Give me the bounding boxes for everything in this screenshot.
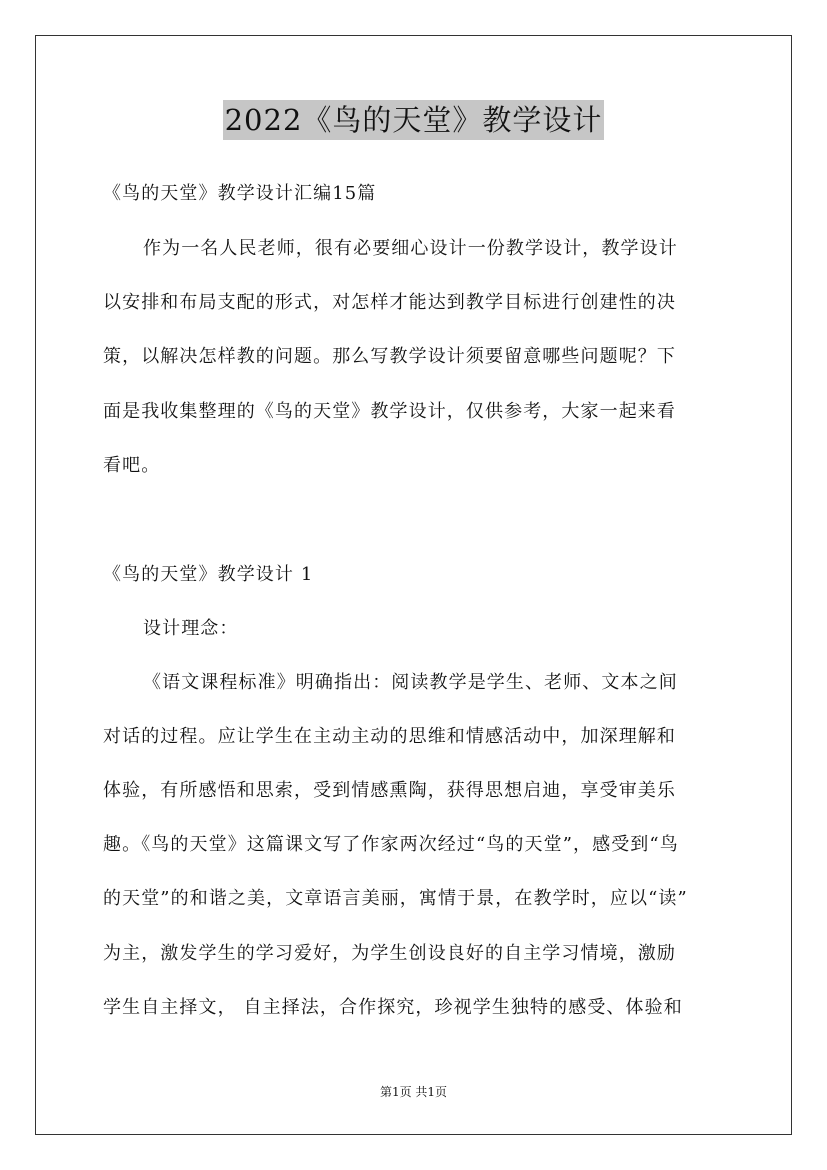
body-line: 趣。《鸟的天堂》这篇课文写了作家两次经过“鸟的天堂”，感受到“鸟 bbox=[103, 834, 679, 855]
body-line: 学生自主择文， 自主择法，合作探究，珍视学生独特的感受、体验和 bbox=[103, 997, 683, 1018]
body-line: 体验，有所感悟和思索，受到情感熏陶，获得思想启迪，享受审美乐 bbox=[103, 780, 676, 801]
document-title: 2022《鸟的天堂》教学设计 bbox=[223, 100, 605, 140]
body-line: 面是我收集整理的《鸟的天堂》教学设计，仅供参考，大家一起来看 bbox=[103, 401, 676, 422]
document-title-block bbox=[0, 100, 827, 140]
section-heading: 《鸟的天堂》教学设计 1 bbox=[103, 564, 314, 585]
body-line: 看吧。 bbox=[103, 455, 161, 476]
body-line: 策，以解决怎样教的问题。那么写教学设计须要留意哪些问题呢？下 bbox=[103, 346, 676, 367]
body-line: 对话的过程。应让学生在主动主动的思维和情感活动中，加深理解和 bbox=[103, 726, 676, 747]
body-line: 以安排和布局支配的形式，对怎样才能达到教学目标进行创建性的决 bbox=[103, 292, 676, 313]
body-line: 的天堂”的和谐之美，文章语言美丽，寓情于景，在教学时，应以“读” bbox=[103, 888, 688, 909]
subsection-heading: 设计理念： bbox=[143, 618, 239, 639]
collection-heading: 《鸟的天堂》教学设计汇编15篇 bbox=[103, 183, 377, 204]
page-footer: 第1页 共1页 bbox=[379, 1085, 448, 1099]
body-line: 《语文课程标准》明确指出：阅读教学是学生、老师、文本之间 bbox=[143, 672, 678, 693]
body-line: 为主，激发学生的学习爱好，为学生创设良好的自主学习情境，激励 bbox=[103, 943, 676, 964]
body-line: 作为一名人民老师，很有必要细心设计一份教学设计，教学设计 bbox=[143, 238, 678, 259]
